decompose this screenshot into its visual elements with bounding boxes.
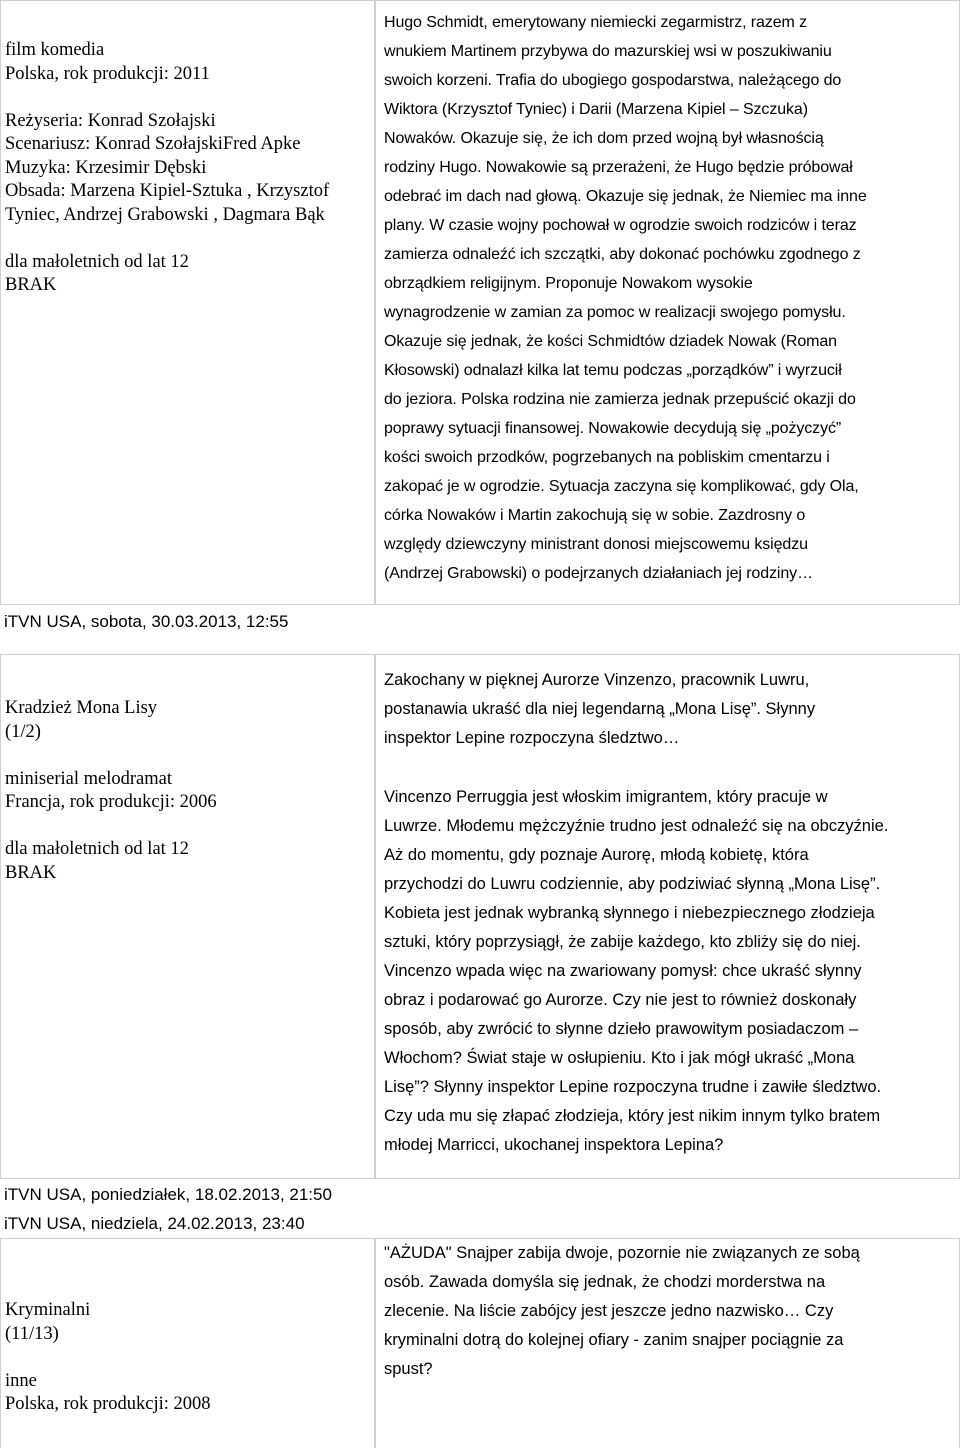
film3-description bbox=[384, 1239, 860, 1384]
description-line: zakopać je w ogrodzie. Sytuacja zaczyna się komplikować, gdy Ola, bbox=[384, 478, 859, 495]
description-line: Kłosowski) odnalazł kilka lat temu podczas „porządków” i wyrzucił bbox=[384, 362, 842, 379]
film1-director: Reżyseria: Konrad Szołajski bbox=[5, 110, 216, 131]
description-line: do jeziora. Polska rodzina nie zamierza jednak przepuścić okazji do bbox=[384, 391, 856, 408]
film2-genre: miniserial melodramat bbox=[5, 768, 172, 789]
description-line: Nowaków. Okazuje się, że ich dom przed wojną był własnością bbox=[384, 130, 824, 147]
film3-episode: (11/13) bbox=[5, 1323, 59, 1344]
film2-rating: dla małoletnich od lat 12 bbox=[5, 839, 189, 859]
description-line: Luwrze. Młodemu mężczyźnie trudno jest odnaleźć się na obczyźnie. bbox=[384, 817, 889, 835]
description-line: Włochom? Świat staje w osłupieniu. Kto i jak mógł ukraść „Mona bbox=[384, 1049, 855, 1067]
film2-info-box bbox=[0, 654, 375, 1179]
film1-country-year: Polska, rok produkcji: 2011 bbox=[5, 63, 210, 84]
film1-broadcast bbox=[4, 607, 288, 636]
film2-broadcasts bbox=[4, 1180, 332, 1238]
film2-description-box bbox=[375, 654, 960, 1179]
film2-episode: (1/2) bbox=[5, 721, 41, 742]
summary-line: Zakochany w pięknej Aurorze Vinzenzo, pracownik Luwru, bbox=[384, 671, 810, 689]
description-line: zamierza odnaleźć ich szczątki, aby dokonać pochówku zgodnego z bbox=[384, 246, 861, 263]
film1-description-box bbox=[375, 0, 960, 605]
description-line: obrządkiem religijnym. Proponuje Nowakom wysokie bbox=[384, 275, 753, 292]
description-line: Czy uda mu się złapać złodzieja, który jest nikim innym tylko bratem bbox=[384, 1107, 881, 1125]
description-line: poprawy sytuacji finansowej. Nowakowie decydują się „pożyczyć” bbox=[384, 420, 842, 437]
description-line: (Andrzej Grabowski) o podejrzanych działaniach jej rodziny… bbox=[384, 565, 813, 582]
description-line: "AŻUDA" Snajper zabija dwoje, pozornie nie związanych ze sobą bbox=[384, 1244, 860, 1262]
description-line: kości swoich przodków, pogrzebanych na pobliskim cmentarzu i bbox=[384, 449, 830, 466]
film1-screenplay: Scenariusz: Konrad SzołajskiFred Apke bbox=[5, 134, 301, 154]
description-line: swoich korzeni. Trafia do ubogiego gospodarstwa, należącego do bbox=[384, 72, 842, 89]
description-line: młodej Marricci, ukochanej inspektora Lepina? bbox=[384, 1136, 724, 1154]
description-line: Vincenzo Perruggia jest włoskim imigrantem, który pracuje w bbox=[384, 788, 828, 806]
description-line: rodziny Hugo. Nowakowie są przerażeni, że Hugo będzie próbował bbox=[384, 159, 853, 176]
broadcast-time: iTVN USA, poniedziałek, 18.02.2013, 21:50 bbox=[4, 1185, 332, 1204]
film3-info-box bbox=[0, 1238, 375, 1448]
film2-summary bbox=[384, 666, 815, 753]
description-line: przychodzi do Luwru codziennie, aby podziwiać słynną „Mona Lisę”. bbox=[384, 875, 881, 893]
film3-title: Kryminalni bbox=[5, 1300, 91, 1320]
description-line: obraz i podarować go Aurorze. Czy nie jest to również doskonały bbox=[384, 991, 857, 1009]
description-line: zlecenie. Na liście zabójcy jest jeszcze jedno nazwisko… Czy bbox=[384, 1302, 834, 1320]
description-line: Hugo Schmidt, emerytowany niemiecki zegarmistrz, razem z bbox=[384, 14, 807, 31]
film2-status: BRAK bbox=[5, 862, 57, 883]
description-line: osób. Zawada domyśla się jednak, że chodzi morderstwa na bbox=[384, 1273, 826, 1291]
description-line: Vincenzo wpada więc na zwariowany pomysł: chce ukraść słynny bbox=[384, 962, 862, 980]
description-line: kryminalni dotrą do kolejnej ofiary - zanim snajper pociągnie za bbox=[384, 1331, 844, 1349]
film1-genre: film komedia bbox=[5, 40, 105, 60]
description-line: Wiktora (Krzysztof Tyniec) i Darii (Marzena Kipiel – Szczuka) bbox=[384, 101, 808, 118]
summary-line: inspektor Lepine rozpoczyna śledztwo… bbox=[384, 729, 680, 747]
description-line: sposób, aby zwrócić to słynne dzieło prawowitym posiadaczom – bbox=[384, 1020, 859, 1038]
description-line: wynagrodzenie w zamian za pomoc w realizacji swojego pomysłu. bbox=[384, 304, 846, 321]
film3-country-year: Polska, rok produkcji: 2008 bbox=[5, 1394, 211, 1414]
broadcast-time: iTVN USA, niedziela, 24.02.2013, 23:40 bbox=[4, 1214, 305, 1233]
film2-description bbox=[384, 783, 888, 1160]
description-line: Okazuje się jednak, że kości Schmidtów dziadek Nowak (Roman bbox=[384, 333, 837, 350]
summary-line: postanawia ukraść dla niej legendarną „Mona Lisę”. Słynny bbox=[384, 700, 816, 718]
film3-description-box bbox=[375, 1238, 960, 1448]
description-line: wnukiem Martinem przybywa do mazurskiej wsi w poszukiwaniu bbox=[384, 43, 832, 60]
description-line: Kobieta jest jednak wybranką słynnego i niebezpiecznego złodzieja bbox=[384, 904, 875, 922]
film1-status: BRAK bbox=[5, 275, 57, 295]
description-line: względy dziewczyny ministrant donosi miejscowemu księdzu bbox=[384, 536, 808, 553]
film1-music: Muzyka: Krzesimir Dębski bbox=[5, 157, 207, 178]
film1-rating: dla małoletnich od lat 12 bbox=[5, 251, 189, 272]
description-line: sztuki, który poprzysiągł, że zabije każdego, kto zbliży się do niej. bbox=[384, 933, 861, 951]
film2-title: Kradzież Mona Lisy bbox=[5, 698, 158, 718]
film2-country-year: Francja, rok produkcji: 2006 bbox=[5, 792, 217, 812]
description-line: plany. W czasie wojny pochował w ogrodzie swoich rodziców i teraz bbox=[384, 217, 857, 234]
broadcast-time: iTVN USA, sobota, 30.03.2013, 12:55 bbox=[4, 612, 289, 631]
film1-info-box bbox=[0, 0, 375, 605]
description-line: spust? bbox=[384, 1360, 433, 1378]
film1-cast-cont: Tyniec, Andrzej Grabowski , Dagmara Bąk bbox=[5, 204, 325, 225]
film3-genre: inne bbox=[5, 1370, 37, 1391]
description-line: Aż do momentu, gdy poznaje Aurorę, młodą kobietę, która bbox=[384, 846, 809, 864]
description-line: Lisę”? Słynny inspektor Lepine rozpoczyna trudne i zawiłe śledztwo. bbox=[384, 1078, 882, 1096]
film1-description bbox=[384, 8, 867, 588]
description-line: odebrać im dach nad głową. Okazuje się jednak, że Niemiec ma inne bbox=[384, 188, 867, 205]
film1-cast: Obsada: Marzena Kipiel-Sztuka , Krzysztof bbox=[5, 181, 330, 201]
description-line: córka Nowaków i Martin zakochują się w sobie. Zazdrosny o bbox=[384, 507, 806, 524]
